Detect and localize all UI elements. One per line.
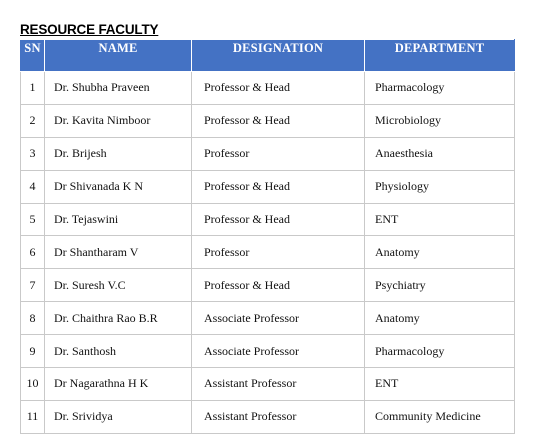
table-row: [21, 400, 515, 433]
cell-sn: 9: [21, 335, 45, 368]
table-row: [21, 236, 515, 269]
cell-department: ENT: [365, 368, 515, 401]
cell-designation: Professor: [192, 137, 365, 170]
cell-sn: 1: [21, 72, 45, 105]
table-row: [21, 335, 515, 368]
cell-designation: Professor & Head: [192, 203, 365, 236]
cell-designation: Professor & Head: [192, 72, 365, 105]
cell-sn: 4: [21, 170, 45, 203]
cell-designation: Assistant Professor: [192, 368, 365, 401]
table-row: [21, 170, 515, 203]
cell-name: Dr. Chaithra Rao B.R: [45, 302, 192, 335]
cell-name: Dr. Santhosh: [45, 335, 192, 368]
cell-department: Anaesthesia: [365, 137, 515, 170]
cell-name: Dr Shivanada K N: [45, 170, 192, 203]
column-header-sn: SN: [21, 40, 45, 72]
column-header-designation: DESIGNATION: [192, 40, 365, 72]
cell-name: Dr. Kavita Nimboor: [45, 104, 192, 137]
cell-name: Dr Nagarathna H K: [45, 368, 192, 401]
table-row: [21, 302, 515, 335]
table-row: [21, 137, 515, 170]
faculty-table: [20, 39, 515, 434]
cell-name: Dr. Shubha Praveen: [45, 72, 192, 105]
cell-name: Dr Shantharam V: [45, 236, 192, 269]
table-row: [21, 72, 515, 105]
cell-department: Anatomy: [365, 236, 515, 269]
cell-sn: 5: [21, 203, 45, 236]
cell-sn: 11: [21, 400, 45, 433]
column-header-department: DEPARTMENT: [365, 40, 515, 72]
cell-designation: Professor & Head: [192, 170, 365, 203]
cell-name: Dr. Tejaswini: [45, 203, 192, 236]
table-header: [21, 40, 515, 72]
cell-sn: 8: [21, 302, 45, 335]
cell-department: Community Medicine: [365, 400, 515, 433]
table-row: [21, 203, 515, 236]
cell-sn: 3: [21, 137, 45, 170]
cell-name: Dr. Srividya: [45, 400, 192, 433]
table-body: [21, 72, 515, 434]
cell-department: Pharmacology: [365, 335, 515, 368]
cell-sn: 6: [21, 236, 45, 269]
cell-designation: Assistant Professor: [192, 400, 365, 433]
cell-designation: Professor: [192, 236, 365, 269]
table-row: [21, 368, 515, 401]
cell-designation: Associate Professor: [192, 335, 365, 368]
cell-sn: 2: [21, 104, 45, 137]
cell-department: Pharmacology: [365, 72, 515, 105]
table-row: [21, 269, 515, 302]
cell-department: Psychiatry: [365, 269, 515, 302]
cell-name: Dr. Brijesh: [45, 137, 192, 170]
column-header-name: NAME: [45, 40, 192, 72]
cell-department: Physiology: [365, 170, 515, 203]
cell-sn: 10: [21, 368, 45, 401]
section-title: RESOURCE FACULTY: [20, 22, 159, 37]
cell-designation: Professor & Head: [192, 104, 365, 137]
cell-designation: Associate Professor: [192, 302, 365, 335]
cell-department: Microbiology: [365, 104, 515, 137]
cell-sn: 7: [21, 269, 45, 302]
table-row: [21, 104, 515, 137]
cell-department: Anatomy: [365, 302, 515, 335]
cell-designation: Professor & Head: [192, 269, 365, 302]
cell-name: Dr. Suresh V.C: [45, 269, 192, 302]
cell-department: ENT: [365, 203, 515, 236]
header-row: [21, 40, 515, 72]
